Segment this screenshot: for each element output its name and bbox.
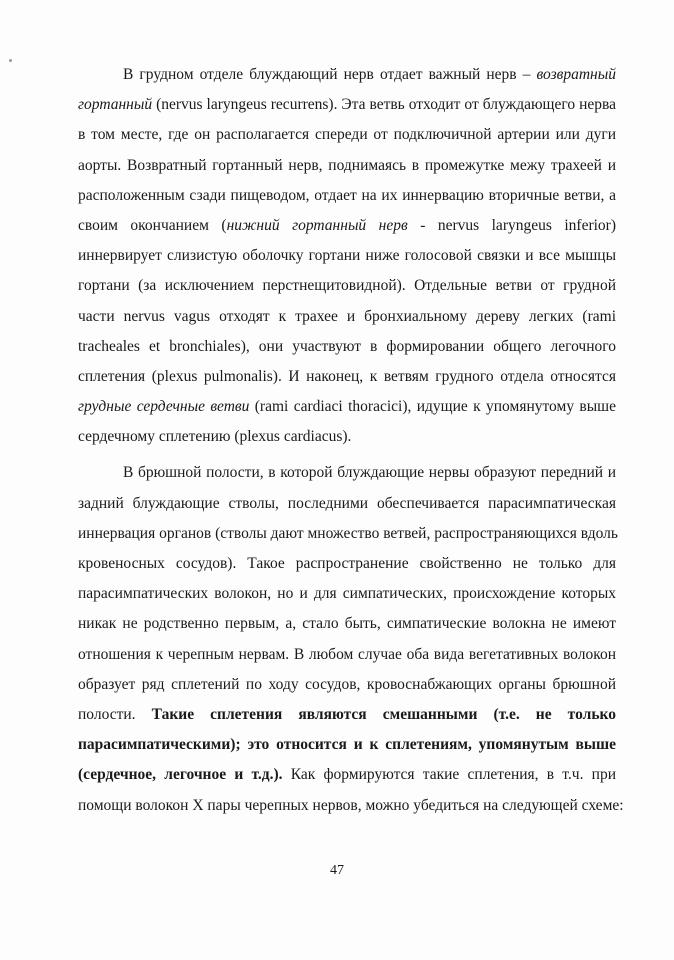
text-line: полости. Такие сплетения являются смешанными (т.е. не только <box>78 705 616 723</box>
page-number: 47 <box>330 863 344 878</box>
italic-term: гортанный <box>78 96 153 114</box>
italic-term: нижний гортанный нерв <box>226 216 408 234</box>
text-line: части nervus vagus отходят к трахее и бронхиальному дереву легких (rami <box>78 307 616 325</box>
text-line: В брюшной полости, в которой блуждающие нервы образуют передний и <box>123 464 616 482</box>
text-line: иннервация органов (стволы дают множество ветвей, распространяющихся вдоль <box>78 524 618 542</box>
bold-statement: парасимпатическими); это относится и к сплетениям, упомянутым выше <box>78 736 616 754</box>
italic-term: грудные сердечные ветви <box>78 398 250 416</box>
paragraph-1 <box>78 60 616 452</box>
text-line: отношения к черепным нервам. В любом случае оба вида вегетативных волокон <box>78 645 616 663</box>
text-line: (сердечное, легочное и т.д.). Как формируются такие сплетения, в т.ч. при <box>78 766 616 784</box>
text-line: аорты. Возвратный гортанный нерв, поднимаясь в промежутке межу трахеей и <box>78 156 616 174</box>
text-line: помощи волокон X пары черепных нервов, можно убедиться на следующей схеме: <box>78 796 624 814</box>
text-line <box>78 730 616 760</box>
bold-statement: (сердечное, легочное и т.д.). <box>78 766 283 784</box>
text-line: сплетения (plexus pulmonalis). И наконец, к ветвям грудного отдела относятся <box>78 367 616 385</box>
text-line: никак не родственно первым, а, стало быть, симпатические волокна не имеют <box>78 615 616 633</box>
scan-speck <box>9 59 12 62</box>
text-line: расположенным сзади пищеводом, отдает на их иннервацию вторичные ветви, а <box>78 186 616 204</box>
text-line: сердечному сплетению (plexus cardiacus). <box>78 428 352 446</box>
bold-statement: Такие сплетения являются смешанными (т.е. не только <box>151 705 616 723</box>
text-line: гортанный (nervus laryngeus recurrens). Эта ветвь отходит от блуждающего нерва <box>78 96 616 114</box>
text-line: кровеносных сосудов). Такое распространение свойственно не только для <box>78 555 616 572</box>
text-line: в том месте, где он располагается спереди от подключичной артерии или дуги <box>78 126 616 144</box>
text-line: парасимпатических волокон, но и для симпатических, происхождение которых <box>78 585 616 603</box>
body-text <box>78 60 624 821</box>
paragraph-2 <box>78 458 624 820</box>
text-line: гортани (за исключением перстнещитовидной). Отдельные ветви от грудной <box>78 277 616 295</box>
text-line: грудные сердечные ветви (rami cardiaci thoracici), идущие к упомянутому выше <box>78 398 616 416</box>
italic-term: возвратный <box>536 66 616 83</box>
text-line: иннервирует слизистую оболочку гортани ниже голосовой связки и все мышцы <box>78 247 616 265</box>
text-line: своим окончанием (нижний гортанный нерв - nervus laryngeus inferior) <box>78 216 617 234</box>
text-line: В грудном отделе блуждающий нерв отдает важный нерв – возвратный <box>123 66 616 83</box>
text-line: задний блуждающие стволы, последними обеспечивается парасимпатическая <box>78 494 616 512</box>
text-line: образует ряд сплетений по ходу сосудов, кровоснабжающих органы брюшной <box>78 675 616 693</box>
text-line: tracheales et bronchiales), они участвуют в формировании общего легочного <box>78 337 616 355</box>
